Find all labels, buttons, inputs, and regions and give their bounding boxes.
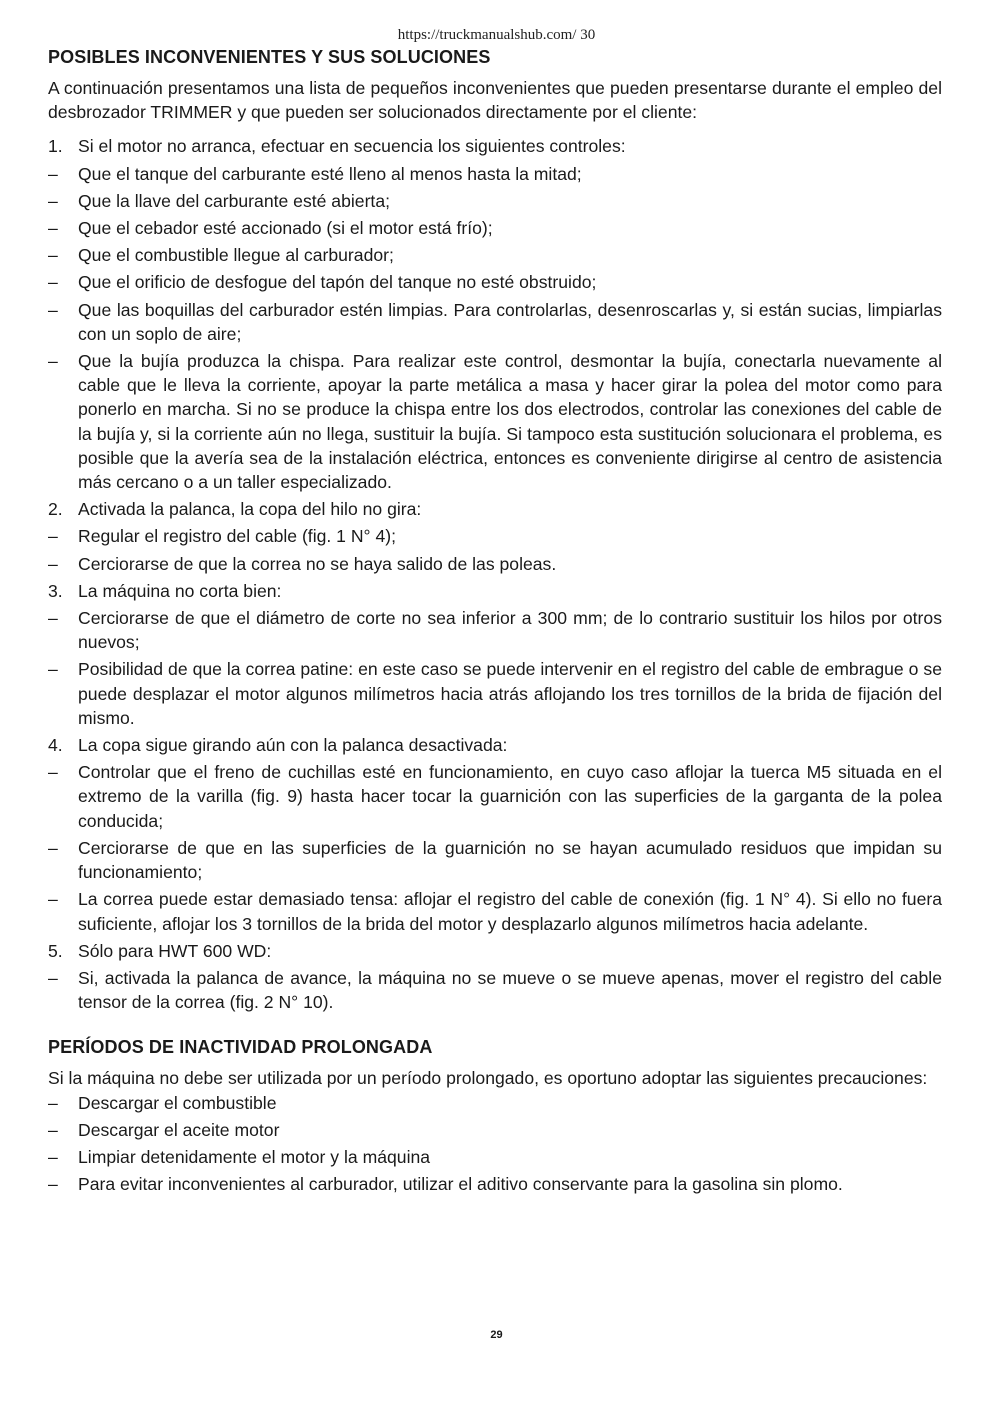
list-item: [48, 606, 942, 654]
list-item-text: Que el orificio de desfogue del tapón del tanque no esté obstruido;: [78, 272, 597, 293]
section-title-troubleshooting: POSIBLES INCONVENIENTES Y SUS SOLUCIONES: [48, 47, 491, 67]
list-marker: –: [48, 1146, 58, 1167]
list-marker: –: [48, 837, 58, 858]
list-item-text: Para evitar inconvenientes al carburador, utilizar el aditivo conservante para la gasolina sin plomo.: [78, 1174, 843, 1195]
list-item-text: Cerciorarse de que en las superficies de la guarnición no se hayan acumulado residuos que impidan su funcionamiento;: [78, 837, 942, 883]
list-item-text: La máquina no corta bien:: [78, 580, 282, 601]
list-marker: –: [48, 762, 58, 783]
list-item: [48, 733, 942, 757]
list-item-text: Que el tanque del carburante esté lleno al menos hasta la mitad;: [78, 163, 582, 184]
page-content: [48, 47, 942, 1199]
list-item: [48, 1145, 942, 1169]
list-marker: –: [48, 245, 58, 266]
list-item: [48, 1118, 942, 1142]
list-item: [48, 243, 942, 267]
list-marker: 1.: [48, 136, 63, 157]
list-item-text: Controlar que el freno de cuchillas esté en funcionamiento, en cuyo caso aflojar la tuerca M5 situada en el extremo de la varilla (fig. 9) hasta hacer tocar la guarnición con las superficies de la garganta de la polea conducida;: [78, 762, 942, 831]
list-item: [48, 966, 942, 1014]
list-item: [48, 349, 942, 494]
list-item: [48, 134, 942, 158]
list-item: [48, 887, 942, 935]
list-item: [48, 162, 942, 186]
list-item: [48, 497, 942, 521]
list-item-text: Descargar el aceite motor: [78, 1119, 280, 1140]
list-item-text: Si, activada la palanca de avance, la máquina no se mueve o se mueve apenas, mover el registro del cable tensor de la correa (fig. 2 N° 10).: [78, 967, 942, 1013]
list-item-text: Cerciorarse de que la correa no se haya salido de las poleas.: [78, 553, 557, 574]
list-marker: –: [48, 659, 58, 680]
troubleshooting-intro: A continuación presentamos una lista de pequeños inconvenientes que pueden presentarse durante el empleo del desbrozador TRIMMER y que pueden ser solucionados directamente por el cliente:: [48, 78, 942, 123]
list-marker: 4.: [48, 735, 63, 756]
list-item-text: Que las boquillas del carburador estén limpias. Para controlarlas, desenroscarlas y, si están sucias, limpiarlas con un soplo de aire;: [78, 299, 942, 344]
list-item: [48, 939, 942, 963]
list-item-text: Activada la palanca, la copa del hilo no gira:: [78, 499, 422, 520]
list-item: [48, 657, 942, 730]
list-item: [48, 216, 942, 240]
list-marker: –: [48, 218, 58, 239]
list-marker: –: [48, 299, 58, 320]
list-item-text: Posibilidad de que la correa patine: en este caso se puede intervenir en el registro del cable de embrague o se puede desplazar el motor algunos milímetros hacia atrás aflojando los tres tornillos de la brida de fijación del mismo.: [78, 659, 942, 728]
page-number: 29: [490, 1329, 503, 1341]
list-marker: –: [48, 553, 58, 574]
inactivity-intro: Si la máquina no debe ser utilizada por un período prolongado, es oportuno adoptar las siguientes precauciones:: [48, 1068, 928, 1089]
list-item-text: Que el cebador esté accionado (si el motor está frío);: [78, 218, 493, 239]
list-marker: –: [48, 967, 58, 988]
list-marker: –: [48, 351, 58, 372]
header-url: https://truckmanualshub.com/ 30: [397, 27, 596, 43]
list-marker: –: [48, 163, 58, 184]
section-title-inactivity: PERÍODOS DE INACTIVIDAD PROLONGADA: [48, 1037, 433, 1058]
list-marker: –: [48, 608, 58, 629]
list-item: [48, 579, 942, 603]
list-marker: –: [48, 1092, 58, 1113]
list-marker: –: [48, 1119, 58, 1140]
inactivity-list: [48, 1091, 942, 1197]
list-item-text: Cerciorarse de que el diámetro de corte no sea inferior a 300 mm; de lo contrario sustituir los hilos por otros nuevos;: [78, 608, 942, 653]
list-item: [48, 270, 942, 294]
list-marker: –: [48, 190, 58, 211]
list-item-text: Que el combustible llegue al carburador;: [78, 245, 394, 266]
list-item: [48, 1091, 942, 1115]
list-item: [48, 552, 942, 576]
list-marker: 5.: [48, 940, 63, 961]
list-item: [48, 760, 942, 833]
list-item: [48, 1172, 942, 1196]
list-item-text: Que la llave del carburante esté abierta;: [78, 190, 390, 211]
list-item-text: La correa puede estar demasiado tensa: aflojar el registro del cable de conexión (fig. 1 N° 4). Si ello no fuera suficiente, aflojar los 3 tornillos de la brida del motor y desplazarlo algunos milímetros hacia adelante.: [78, 889, 942, 934]
list-item: [48, 189, 942, 213]
troubleshooting-list: [48, 134, 942, 1014]
list-item-text: La copa sigue girando aún con la palanca desactivada:: [78, 735, 508, 756]
list-marker: –: [48, 272, 58, 293]
list-marker: –: [48, 1174, 58, 1195]
list-marker: –: [48, 526, 58, 547]
list-item-text: Si el motor no arranca, efectuar en secuencia los siguientes controles:: [78, 136, 626, 157]
list-item-text: Sólo para HWT 600 WD:: [78, 940, 272, 961]
list-item-text: Descargar el combustible: [78, 1092, 277, 1113]
list-marker: 2.: [48, 499, 63, 520]
list-item-text: Limpiar detenidamente el motor y la máquina: [78, 1146, 431, 1167]
list-marker: 3.: [48, 580, 63, 601]
list-item: [48, 524, 942, 548]
list-item: [48, 298, 942, 346]
list-item-text: Regular el registro del cable (fig. 1 N° 4);: [78, 526, 397, 547]
list-item-text: Que la bujía produzca la chispa. Para realizar este control, desmontar la bujía, conectarla nuevamente al cable que le lleva la corriente, apoyar la parte metálica a masa y hacer girar la polea del motor como para ponerlo en marcha. Si no se produce la chispa entre los dos electrodos, controlar las conexiones del cable de la bujía y, si la corriente aún no llega, sustituir la bujía. Si tampoco esta sustitución solucionara el problema, es posible que la avería sea de la instalación eléctrica, entonces es conveniente dirigirse al centro de asistencia más cercano o a un taller especializado.: [78, 351, 942, 493]
list-marker: –: [48, 889, 58, 910]
list-item: [48, 836, 942, 884]
